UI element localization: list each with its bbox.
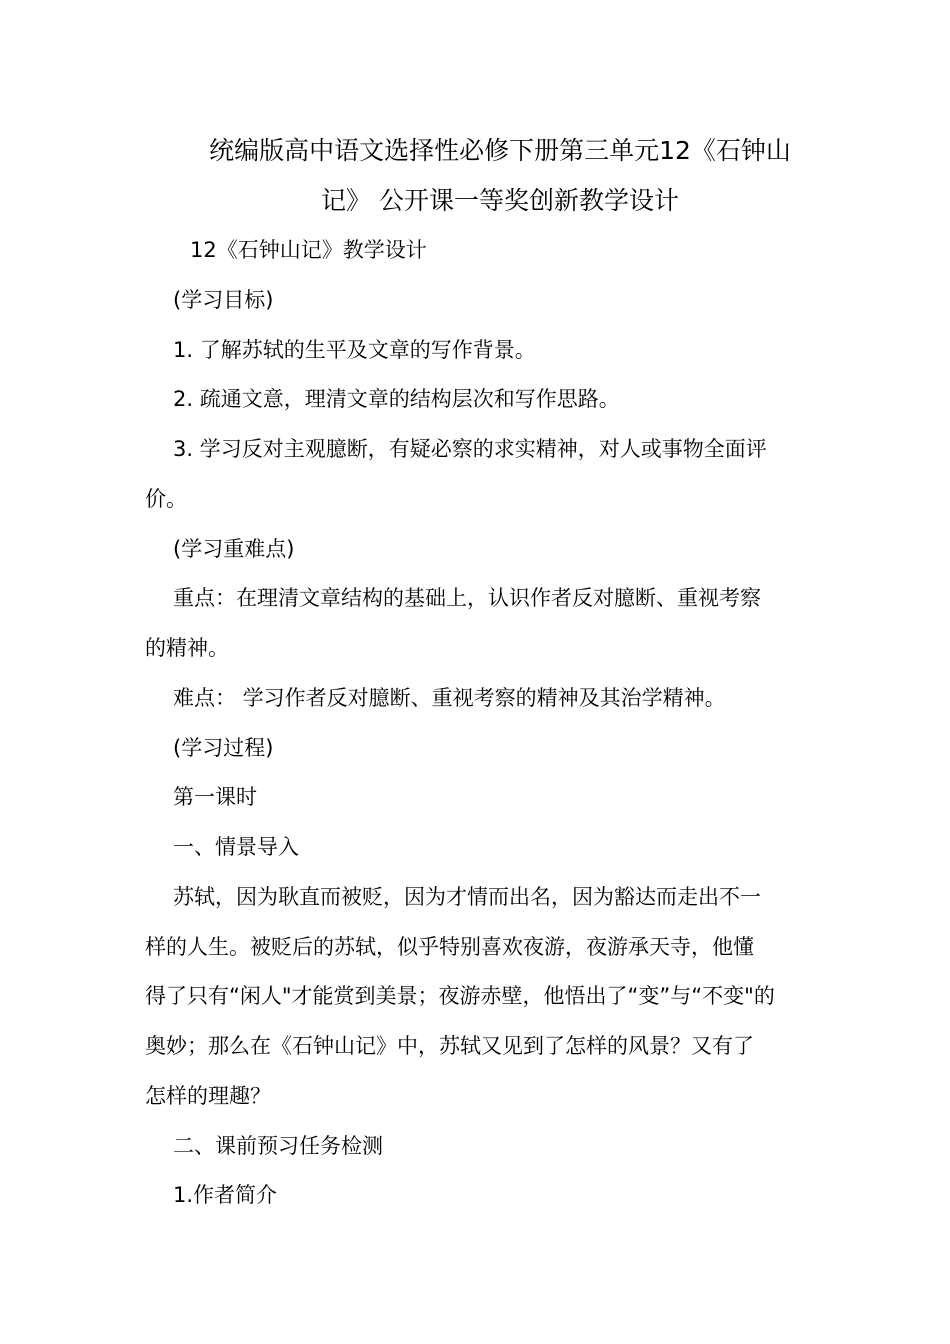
document-title-line-2: 记》 公开课一等奖创新教学设计 (321, 186, 679, 215)
goal-item-3-line-2: 价。 (145, 487, 187, 511)
document-title-line-1: 统编版高中语文选择性必修下册第三单元12《石钟山 (209, 136, 791, 165)
intro-paragraph-line-4: 奥妙；那么在《石钟山记》中，苏轼又见到了怎样的风景？又有了 (145, 1034, 754, 1058)
intro-paragraph-line-2: 样的人生。被贬后的苏轼，似乎特别喜欢夜游，夜游承天寺，他懂 (145, 935, 754, 959)
intro-paragraph-line-5: 怎样的理趣？ (145, 1084, 271, 1108)
goal-item-3-line-1: 3. 学习反对主观臆断，有疑必察的求实精神，对人或事物全面评 (173, 437, 767, 461)
section-heading-keypoints: (学习重难点) (173, 537, 295, 561)
difficulty-line: 难点： 学习作者反对臆断、重视考察的精神及其治学精神。 (173, 686, 726, 710)
keypoint-line-1: 重点：在理清文章结构的基础上，认识作者反对臆断、重视考察 (173, 586, 761, 610)
keypoint-line-2: 的精神。 (145, 636, 229, 660)
goal-item-1: 1. 了解苏轼的生平及文章的写作背景。 (173, 338, 536, 362)
document-subtitle: 12《石钟山记》教学设计 (190, 238, 427, 262)
intro-paragraph-line-3: 得了只有“闲人"才能赏到美景；夜游赤壁，他悟出了“变”与“不变"的 (145, 984, 775, 1008)
section-heading-goals: (学习目标) (173, 288, 274, 312)
part-heading-1: 一、情景导入 (173, 835, 299, 859)
list-item-author-intro: 1.作者简介 (173, 1183, 278, 1207)
lesson-heading: 第一课时 (173, 785, 257, 809)
intro-paragraph-line-1: 苏轼，因为耿直而被贬，因为才情而出名，因为豁达而走出不一 (173, 885, 761, 909)
section-heading-process: (学习过程) (173, 736, 274, 760)
goal-item-2: 2. 疏通文意，理清文章的结构层次和写作思路。 (173, 387, 620, 411)
part-heading-2: 二、课前预习任务检测 (173, 1134, 383, 1158)
